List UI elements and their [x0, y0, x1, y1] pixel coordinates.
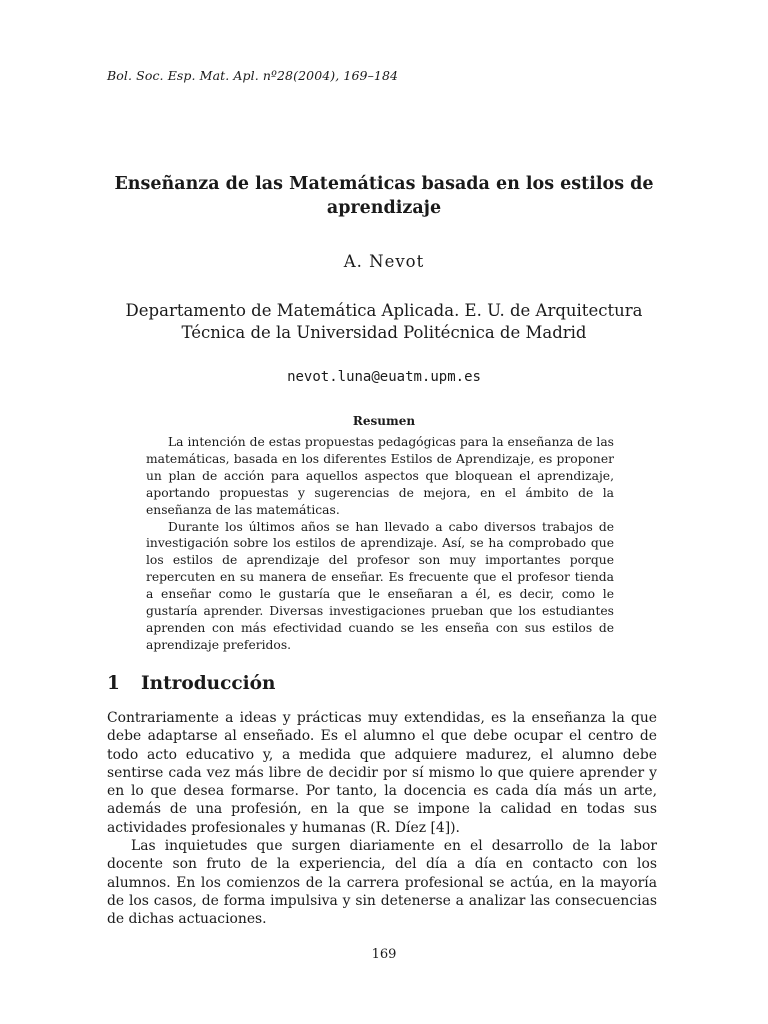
body-paragraph: Contrariamente a ideas y prácticas muy extendidas, es la enseñanza la que debe adaptarse al enseñado. Es el alumno el que debe ocupar el centro de todo acto educativo y, a medida que adquiere madurez, el alumno debe sentirse cada vez más libre de decidir por sí mismo lo que quiere aprender y en lo que desea formarse. Por tanto, la docencia es cada día más un arte, además de una profesión, en la que se impone la calidad en todas sus actividades profesionales y humanas (R. Díez [4]). [107, 710, 657, 836]
page-number: 169 [371, 947, 397, 962]
body-paragraph: Las inquietudes que surgen diariamente en el desarrollo de la labor docente son fruto de la experiencia, del día a día en contacto con los alumnos. En los comienzos de la carrera profesional se actúa, en la mayoría de los casos, de forma impulsiva y sin detenerse a analizar las consecuencias de dichas actuaciones. [107, 838, 657, 928]
abstract-heading: Resumen [352, 414, 416, 428]
section-heading [107, 673, 275, 694]
affiliation [100, 300, 668, 344]
paper-title: Enseñanza de las Matemáticas basada en los estilos de aprendizaje [114, 174, 654, 218]
abstract [146, 434, 614, 654]
section-body [107, 709, 657, 929]
affiliation-line-2: Técnica de la Universidad Politécnica de Madrid [181, 323, 587, 342]
section-number: 1 [107, 673, 120, 694]
abstract-paragraph: La intención de estas propuestas pedagógicas para la enseñanza de las matemáticas, basada en los diferentes Estilos de Aprendizaje, es proponer un plan de acción para aquellos aspectos que bloquean el aprendizaje, aportando propuestas y sugerencias de mejora, en el ámbito de la enseñanza de las matemáticas. [146, 435, 614, 517]
paper-author: A. Nevot [343, 252, 425, 271]
author-email: nevot.luna@euatm.upm.es [287, 369, 481, 385]
section-title: Introducción [141, 673, 276, 694]
running-head: Bol. Soc. Esp. Mat. Apl. nº28(2004), 169–184 [107, 68, 399, 83]
abstract-paragraph: Durante los últimos años se han llevado a cabo diversos trabajos de investigación sobre los estilos de aprendizaje. Así, se ha comprobado que los estilos de aprendizaje del profesor son muy importantes porque repercuten en su manera de enseñar. Es frecuente que el profesor tienda a enseñar como le gustaría que le enseñaran a él, es decir, como le gustaría aprender. Diversas investigaciones prueban que los estudiantes aprenden con más efectividad cuando se les enseña con sus estilos de aprendizaje preferidos. [146, 519, 614, 652]
affiliation-line-1: Departamento de Matemática Aplicada. E. U. de Arquitectura [125, 301, 643, 320]
